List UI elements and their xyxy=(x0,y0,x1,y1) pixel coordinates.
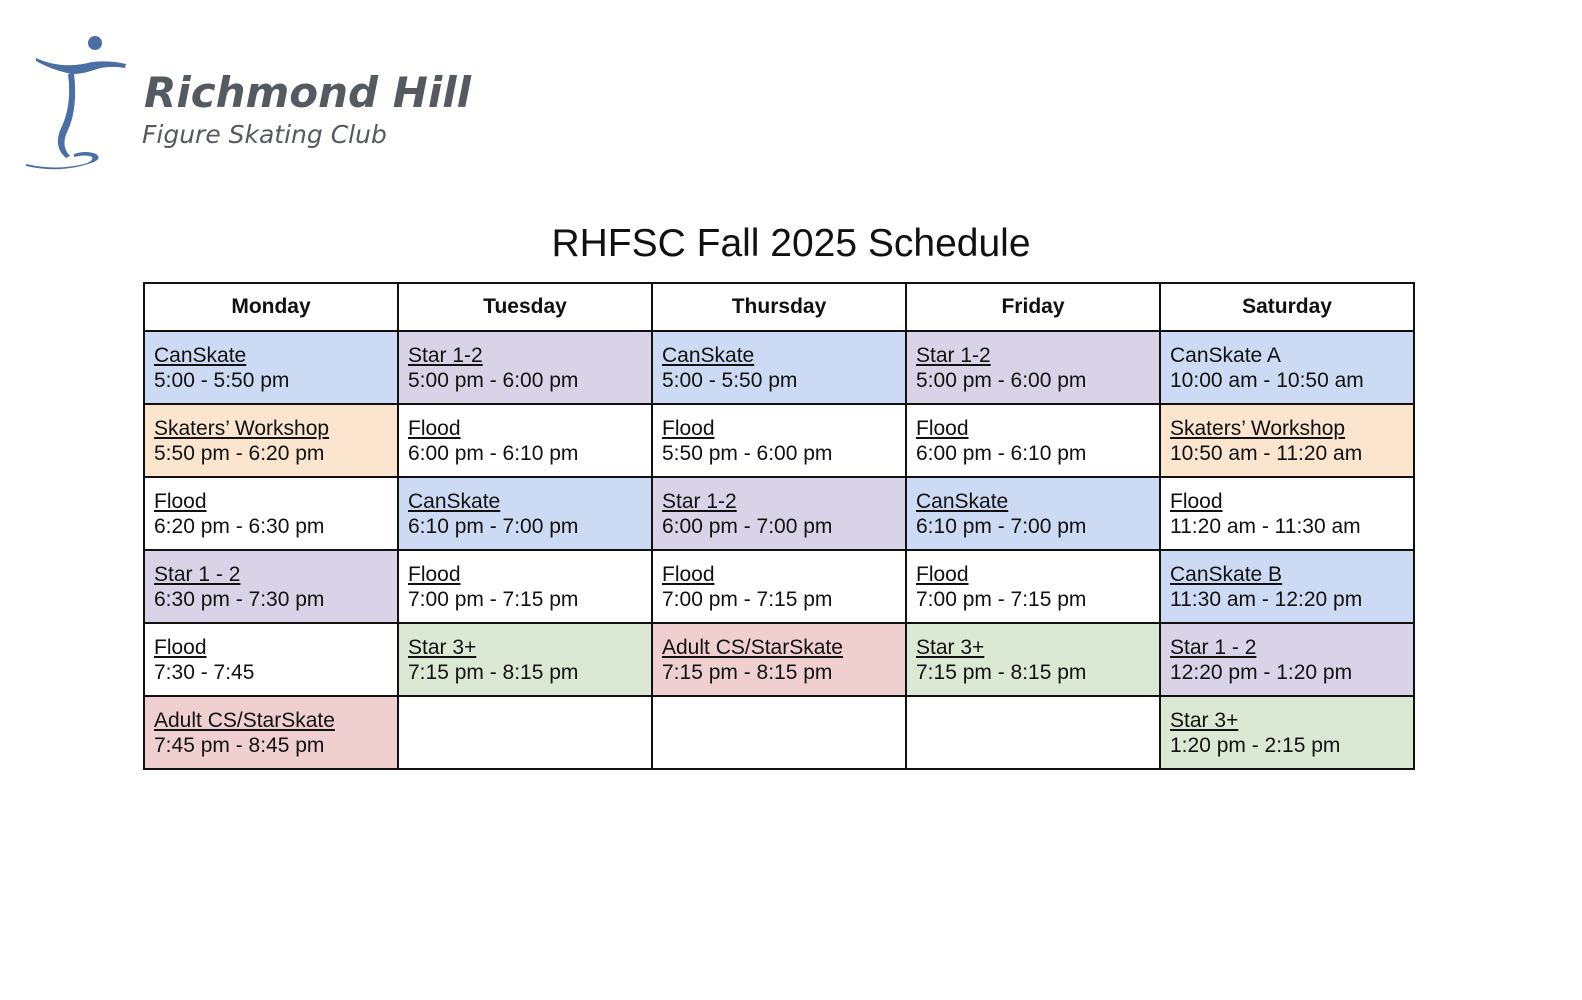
session-time: 10:00 am - 10:50 am xyxy=(1170,368,1364,392)
schedule-cell xyxy=(652,331,906,404)
session-link[interactable]: Flood xyxy=(1170,489,1223,513)
schedule-table xyxy=(143,282,1415,770)
session-time: 11:20 am - 11:30 am xyxy=(1170,514,1361,538)
session-time: 6:30 pm - 7:30 pm xyxy=(154,587,325,611)
session-link[interactable]: CanSkate xyxy=(662,343,755,367)
session-time: 6:00 pm - 6:10 pm xyxy=(916,441,1087,465)
table-row xyxy=(144,623,1414,696)
schedule-cell xyxy=(652,404,906,477)
table-row xyxy=(144,331,1414,404)
table-row xyxy=(144,477,1414,550)
schedule-cell xyxy=(652,477,906,550)
schedule-cell xyxy=(906,696,1160,769)
logo-subtitle: Figure Skating Club xyxy=(142,120,387,149)
session-link[interactable]: Skaters’ Workshop xyxy=(1170,416,1346,440)
schedule-cell xyxy=(1160,404,1414,477)
logo-name: Richmond Hill xyxy=(144,68,472,117)
session-time: 6:00 pm - 7:00 pm xyxy=(662,514,833,538)
session-name: CanSkate A xyxy=(1170,343,1281,367)
schedule-cell xyxy=(906,331,1160,404)
session-time: 11:30 am - 12:20 pm xyxy=(1170,587,1363,611)
session-link[interactable]: Star 1-2 xyxy=(662,489,737,513)
schedule-cell xyxy=(1160,331,1414,404)
schedule-cell xyxy=(398,623,652,696)
session-link[interactable]: Star 1-2 xyxy=(408,343,483,367)
day-header-thursday: Thursday xyxy=(652,283,906,331)
schedule-cell xyxy=(906,477,1160,550)
session-time: 6:10 pm - 7:00 pm xyxy=(916,514,1087,538)
schedule-cell xyxy=(398,696,652,769)
session-time: 5:00 pm - 6:00 pm xyxy=(916,368,1087,392)
schedule-cell xyxy=(398,550,652,623)
table-row xyxy=(144,404,1414,477)
schedule-cell xyxy=(906,623,1160,696)
session-time: 6:20 pm - 6:30 pm xyxy=(154,514,325,538)
day-header-monday: Monday xyxy=(144,283,398,331)
session-time: 7:45 pm - 8:45 pm xyxy=(154,733,325,757)
session-link[interactable]: Star 3+ xyxy=(408,635,477,659)
session-link[interactable]: Adult CS/StarSkate xyxy=(154,708,335,732)
schedule-cell xyxy=(906,550,1160,623)
schedule-cell xyxy=(652,696,906,769)
session-time: 1:20 pm - 2:15 pm xyxy=(1170,733,1341,757)
schedule-cell xyxy=(398,404,652,477)
session-link[interactable]: Flood xyxy=(408,562,461,586)
club-logo xyxy=(22,28,472,178)
schedule-cell xyxy=(1160,696,1414,769)
day-header-saturday: Saturday xyxy=(1160,283,1414,331)
schedule-cell xyxy=(1160,623,1414,696)
session-link[interactable]: Flood xyxy=(154,489,207,513)
session-link[interactable]: CanSkate B xyxy=(1170,562,1283,586)
session-link[interactable]: Star 3+ xyxy=(916,635,985,659)
session-time: 7:15 pm - 8:15 pm xyxy=(662,660,833,684)
schedule-cell xyxy=(144,331,398,404)
session-time: 5:00 - 5:50 pm xyxy=(662,368,798,392)
schedule-cell xyxy=(652,623,906,696)
session-link[interactable]: Flood xyxy=(662,562,715,586)
session-link[interactable]: Star 1 - 2 xyxy=(154,562,241,586)
day-header-tuesday: Tuesday xyxy=(398,283,652,331)
session-link[interactable]: CanSkate xyxy=(154,343,247,367)
session-link[interactable]: Star 1 - 2 xyxy=(1170,635,1257,659)
session-time: 10:50 am - 11:20 am xyxy=(1170,441,1363,465)
session-link[interactable]: Skaters’ Workshop xyxy=(154,416,330,440)
session-link[interactable]: Flood xyxy=(408,416,461,440)
session-link[interactable]: Flood xyxy=(662,416,715,440)
session-link[interactable]: CanSkate xyxy=(408,489,501,513)
session-link[interactable]: Flood xyxy=(916,562,969,586)
schedule-cell xyxy=(652,550,906,623)
session-time: 7:00 pm - 7:15 pm xyxy=(662,587,833,611)
session-time: 7:15 pm - 8:15 pm xyxy=(916,660,1087,684)
table-row xyxy=(144,696,1414,769)
schedule-cell xyxy=(1160,477,1414,550)
session-time: 7:30 - 7:45 xyxy=(154,660,255,684)
session-time: 12:20 pm - 1:20 pm xyxy=(1170,660,1353,684)
session-time: 5:00 - 5:50 pm xyxy=(154,368,290,392)
schedule-cell xyxy=(144,404,398,477)
session-time: 6:10 pm - 7:00 pm xyxy=(408,514,579,538)
schedule-cell xyxy=(144,696,398,769)
session-time: 5:50 pm - 6:00 pm xyxy=(662,441,833,465)
session-link[interactable]: Flood xyxy=(916,416,969,440)
day-header-friday: Friday xyxy=(906,283,1160,331)
schedule-cell xyxy=(906,404,1160,477)
session-time: 7:00 pm - 7:15 pm xyxy=(916,587,1087,611)
session-link[interactable]: Adult CS/StarSkate xyxy=(662,635,843,659)
skater-figure-icon xyxy=(22,28,142,178)
schedule-header-row xyxy=(144,283,1414,331)
session-time: 7:15 pm - 8:15 pm xyxy=(408,660,579,684)
session-link[interactable]: Flood xyxy=(154,635,207,659)
session-link[interactable]: Star 3+ xyxy=(1170,708,1239,732)
session-time: 6:00 pm - 6:10 pm xyxy=(408,441,579,465)
schedule-cell xyxy=(144,623,398,696)
session-time: 5:50 pm - 6:20 pm xyxy=(154,441,325,465)
schedule-cell xyxy=(1160,550,1414,623)
session-time: 5:00 pm - 6:00 pm xyxy=(408,368,579,392)
schedule-cell xyxy=(144,477,398,550)
schedule-cell xyxy=(398,477,652,550)
schedule-cell xyxy=(398,331,652,404)
session-link[interactable]: Star 1-2 xyxy=(916,343,991,367)
schedule-cell xyxy=(144,550,398,623)
page-title: RHFSC Fall 2025 Schedule xyxy=(551,222,1031,265)
session-time: 7:00 pm - 7:15 pm xyxy=(408,587,579,611)
schedule-body xyxy=(144,331,1414,769)
session-link[interactable]: CanSkate xyxy=(916,489,1009,513)
table-row xyxy=(144,550,1414,623)
